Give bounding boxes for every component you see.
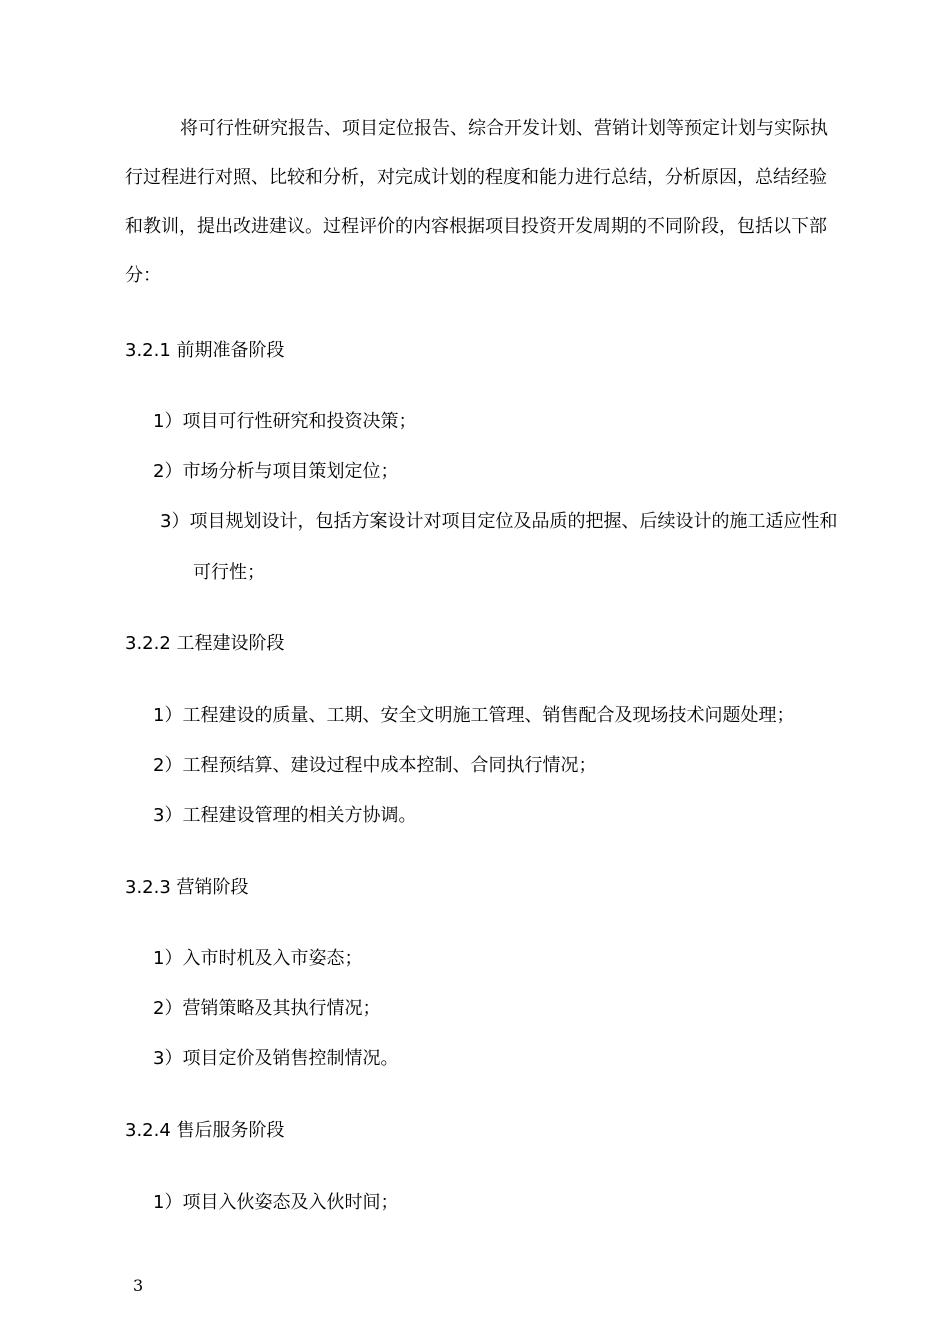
intro-line-2: 行过程进行对照、比较和分析，对完成计划的程度和能力进行总结，分析原因，总结经验 <box>125 167 827 188</box>
list-item: 3）项目规划设计，包括方案设计对项目定位及品质的把握、后续设计的施工适应性和 <box>160 511 838 532</box>
list-item: 3）项目定价及销售控制情况。 <box>153 1048 399 1069</box>
section-heading-324: 3.2.4 售后服务阶段 <box>125 1120 285 1141</box>
intro-line-4: 分： <box>125 265 161 286</box>
list-item-continuation: 可行性； <box>193 562 265 583</box>
section-heading-323: 3.2.3 营销阶段 <box>125 877 249 898</box>
list-item: 1）工程建设的质量、工期、安全文明施工管理、销售配合及现场技术问题处理； <box>153 705 795 726</box>
list-item: 2）营销策略及其执行情况； <box>153 998 381 1019</box>
section-heading-322: 3.2.2 工程建设阶段 <box>125 633 285 654</box>
intro-line-3: 和教训，提出改进建议。过程评价的内容根据项目投资开发周期的不同阶段，包括以下部 <box>125 216 827 237</box>
list-item: 1）项目入伙姿态及入伙时间； <box>153 1192 399 1213</box>
list-item: 2）工程预结算、建设过程中成本控制、合同执行情况； <box>153 755 597 776</box>
list-item: 1）入市时机及入市姿态； <box>153 948 363 969</box>
section-heading-321: 3.2.1 前期准备阶段 <box>125 340 285 361</box>
intro-line-1: 将可行性研究报告、项目定位报告、综合开发计划、营销计划等预定计划与实际执 <box>180 118 828 139</box>
list-item: 3）工程建设管理的相关方协调。 <box>153 805 417 826</box>
list-item: 2）市场分析与项目策划定位； <box>153 461 399 482</box>
page-number: 3 <box>133 1276 144 1295</box>
list-item: 1）项目可行性研究和投资决策； <box>153 411 417 432</box>
